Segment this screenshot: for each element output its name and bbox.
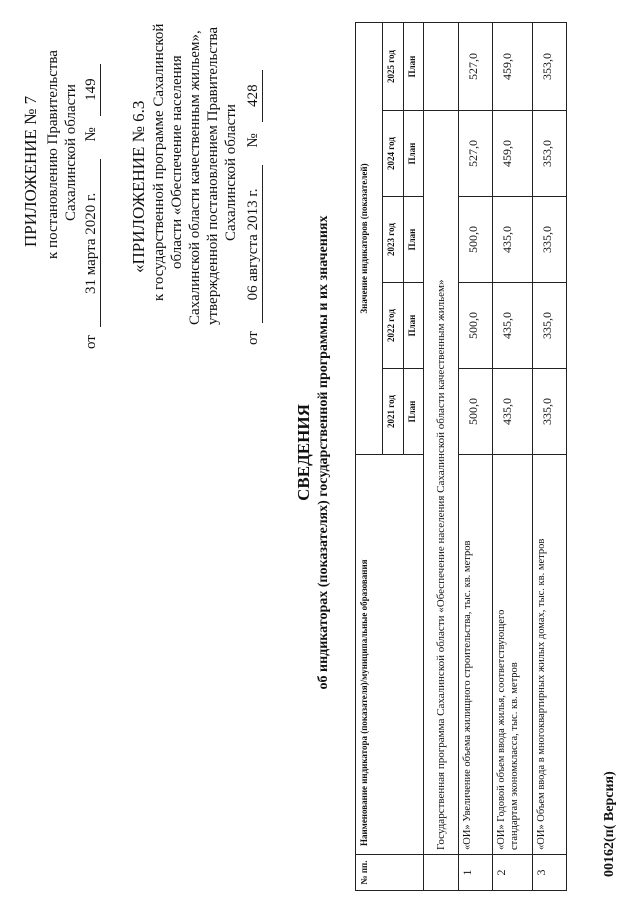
year-2024: 2024 год (383, 111, 404, 197)
date-prefix: от (245, 331, 261, 345)
number-prefix: № (245, 133, 261, 148)
table-row (533, 23, 567, 891)
value-2021: 500,0 (459, 369, 493, 455)
value-2025: 353,0 (533, 23, 567, 111)
document-version-code: 00162(п( Версия) (602, 771, 617, 877)
appendix-7-line1: к постановлению Правительства (45, 50, 61, 259)
table-row (459, 23, 493, 891)
value-2025: 527,0 (459, 23, 493, 111)
value-2024: 527,0 (459, 111, 493, 197)
plan-label: План (404, 23, 424, 111)
value-2022: 335,0 (533, 283, 567, 369)
value-2022: 500,0 (459, 283, 493, 369)
year-2023: 2023 год (383, 197, 404, 283)
program-row-empty (424, 23, 459, 111)
program-row (424, 23, 459, 891)
table-row (493, 23, 533, 891)
appendix-7-date-line (82, 64, 101, 349)
value-2023: 435,0 (493, 197, 533, 283)
value-2023: 335,0 (533, 197, 567, 283)
year-2022: 2022 год (383, 283, 404, 369)
appendix-63-line5: Сахалинской области (223, 104, 239, 241)
row-num: 2 (493, 855, 533, 891)
value-2023: 500,0 (459, 197, 493, 283)
row-num: 3 (533, 855, 567, 891)
number-prefix: № (83, 127, 99, 142)
value-2021: 335,0 (533, 369, 567, 455)
header-values: Значение индикаторов (показателей) (356, 23, 383, 455)
plan-label: План (404, 369, 424, 455)
date-prefix: от (83, 335, 99, 349)
year-2025: 2025 год (383, 23, 404, 111)
value-2022: 435,0 (493, 283, 533, 369)
appendix-63-date: 06 августа 2013 г. (244, 165, 263, 323)
row-num: 1 (459, 855, 493, 891)
appendix-7-date: 31 марта 2020 г. (82, 159, 101, 327)
indicators-table (355, 22, 567, 891)
header-indicator-name: Наименование индикатора (показателя)/муниципальные образования (356, 455, 424, 855)
program-name: Государственная программа Сахалинской области «Обеспечение населения Сахалинской области качественным жильем» (424, 111, 459, 855)
plan-label: План (404, 111, 424, 197)
appendix-7-title: ПРИЛОЖЕНИЕ № 7 (21, 95, 40, 247)
appendix-63-line3: Сахалинской области качественным жильем», (187, 30, 203, 325)
appendix-63-line4: утвержденной постановлением Правительства (205, 26, 221, 325)
year-2021: 2021 год (383, 369, 404, 455)
header-num: № пп. (356, 855, 424, 891)
plan-label: План (404, 197, 424, 283)
page-subtitle: об индикаторах (показателях) государственной программы и их значениях (316, 215, 331, 690)
program-row-num (424, 855, 459, 891)
appendix-63-line2: области «Обеспечение населения (169, 55, 185, 269)
value-2024: 353,0 (533, 111, 567, 197)
appendix-63-line1: к государственной программе Сахалинской (151, 23, 167, 301)
appendix-63-title: «ПРИЛОЖЕНИЕ № 6.3 (129, 100, 148, 273)
indicator-name: «ОИ» Увеличение объема жилищного строительства, тыс. кв. метров (459, 455, 493, 855)
indicator-name: «ОИ» Годовой объем ввода жилья, соответствующего стандартам экономкласса, тыс. кв. метров (493, 455, 533, 855)
appendix-7-number: 149 (82, 64, 101, 116)
page-title: СВЕДЕНИЯ (294, 404, 313, 501)
appendix-63-number: 428 (244, 70, 263, 122)
value-2021: 435,0 (493, 369, 533, 455)
plan-label: План (404, 283, 424, 369)
value-2024: 459,0 (493, 111, 533, 197)
indicator-name: «ОИ» Объем ввода в многоквартирных жилых домах, тыс. кв. метров (533, 455, 567, 855)
appendix-7-line2: Сахалинской области (63, 84, 79, 221)
value-2025: 459,0 (493, 23, 533, 111)
appendix-63-date-line (244, 70, 263, 345)
